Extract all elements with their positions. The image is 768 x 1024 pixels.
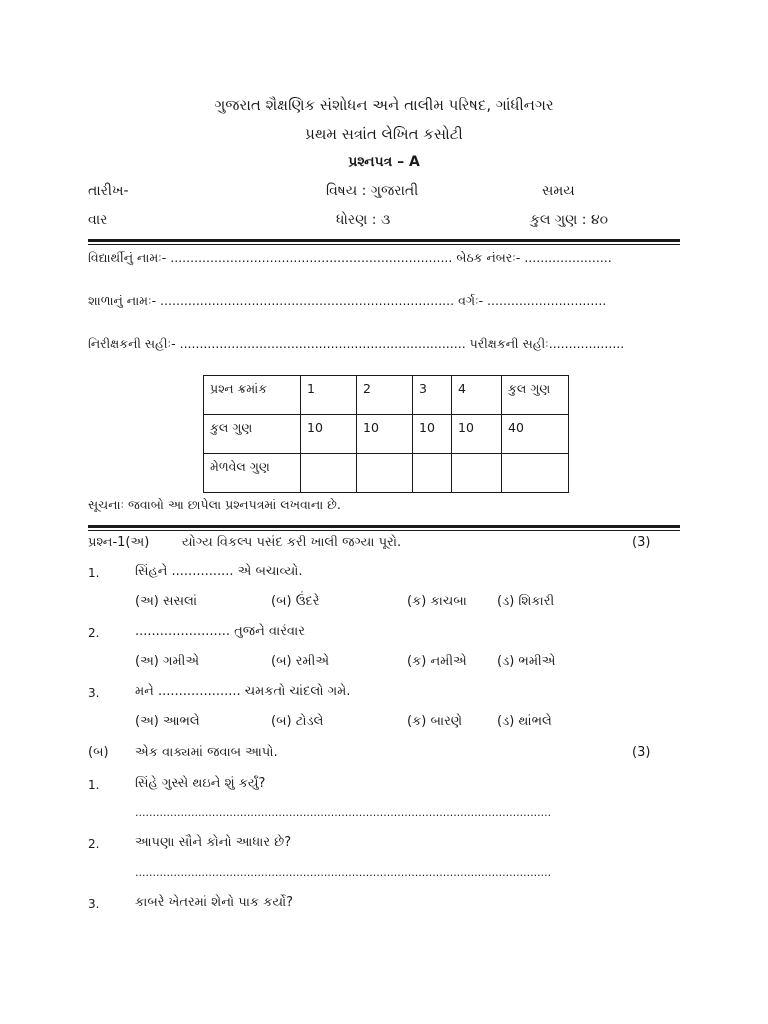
paper-label: પ્રશ્નપત્ર – A (348, 154, 420, 170)
question-number: 2. (88, 837, 100, 851)
table-cell: મેળવેલ ગુણ (204, 454, 301, 493)
table-row (204, 376, 569, 415)
section-a-title: યોગ્ય વિકલ્પ પસંદ કરી ખાલી જગ્યા પૂરો. (182, 535, 402, 550)
table-cell (502, 454, 569, 493)
table-cell (357, 454, 413, 493)
total-marks-label: કુલ ગુણ : ૪૦ (530, 212, 609, 228)
table-cell: કુલ ગુણ (502, 376, 569, 415)
option-a: (અ) સસલાં (135, 594, 198, 609)
table-cell: પ્રશ્ન ક્રમાંક (204, 376, 301, 415)
question-number: 1. (88, 778, 100, 792)
table-row (204, 454, 569, 493)
option-a: (અ) આભલે (135, 714, 200, 729)
exam-title: પ્રથમ સત્રાંત લેખિત કસોટી (305, 125, 463, 143)
question-text: સિંહે ગુસ્સે થઇને શું કર્યું? (135, 776, 266, 791)
option-d: (ડ) શિકારી (497, 594, 555, 609)
section-b-label: (બ) (88, 745, 109, 760)
section-a-label: પ્રશ્ન-1(અ) (88, 535, 150, 550)
section-b-marks: (3) (632, 745, 651, 760)
table-cell: 1 (301, 376, 357, 415)
question-number: 3. (88, 686, 100, 700)
table-cell: કુલ ગુણ (204, 415, 301, 454)
instruction-text: સૂચનાઃ જવાબો આ છાપેલા પ્રશ્નપત્રમાં લખવાના છે. (88, 497, 341, 512)
table-cell (301, 454, 357, 493)
marks-table (203, 375, 569, 493)
section-divider-thin (88, 530, 680, 531)
section-a-marks: (3) (632, 535, 651, 550)
student-name-field: વિદ્યાર્થીનું નામઃ- ....................................................................... બેઠક નંબરઃ- ...................... (88, 250, 612, 265)
option-b: (બ) ઉંદરે (271, 594, 320, 609)
signatures-field: નિરીક્ષકની સહીઃ- ........................................................................ પરીક્ષકની સહીઃ................... (88, 336, 625, 351)
question-text: આપણા સૌને કોનો આધાર છે? (135, 835, 292, 850)
question-text: મને .................... ચમકતો ચાંદલો ગમે. (135, 684, 351, 699)
question-text: કાબરે ખેતરમાં શેનો પાક કર્યો? (135, 895, 294, 910)
table-cell: 10 (452, 415, 502, 454)
answer-line: ....................................................................................................................... (135, 866, 552, 879)
table-cell: 10 (357, 415, 413, 454)
question-number: 3. (88, 897, 100, 911)
question-text: સિંહને ............... એ બચાવ્યો. (135, 564, 303, 579)
time-label: સમય (542, 183, 575, 199)
table-cell (413, 454, 452, 493)
table-cell: 10 (413, 415, 452, 454)
date-label: તારીખ- (88, 183, 129, 199)
subject-label: વિષય : ગુજરાતી (326, 183, 419, 199)
table-cell: 4 (452, 376, 502, 415)
standard-label: ધોરણ : ૩ (336, 212, 391, 228)
table-cell (452, 454, 502, 493)
question-number: 2. (88, 626, 100, 640)
table-cell: 10 (301, 415, 357, 454)
day-label: વાર (88, 212, 108, 228)
header-divider-thin (88, 244, 680, 245)
section-b-title: એક વાક્યમાં જવાબ આપો. (135, 745, 278, 760)
option-c: (ક) બારણે (407, 714, 463, 729)
question-text: ....................... તુજને વારંવાર (135, 624, 305, 639)
table-cell: 2 (357, 376, 413, 415)
section-divider-thick (88, 525, 680, 528)
exam-board-title: ગુજરાત શૈક્ષણિક સંશોધન અને તાલીમ પરિષદ, ગાંધીનગર (214, 96, 554, 114)
table-row (204, 415, 569, 454)
option-d: (ડ) થાંભલે (497, 714, 552, 729)
option-d: (ડ) ભમીએ (497, 654, 556, 669)
table-cell: 3 (413, 376, 452, 415)
question-number: 1. (88, 566, 100, 580)
header-divider-thick (88, 239, 680, 242)
option-c: (ક) કાચબા (407, 594, 467, 609)
option-c: (ક) નમીએ (407, 654, 467, 669)
option-b: (બ) ટોડલે (271, 714, 324, 729)
answer-line: ....................................................................................................................... (135, 806, 552, 819)
option-b: (બ) રમીએ (271, 654, 330, 669)
option-a: (અ) ગમીએ (135, 654, 200, 669)
school-name-field: શાળાનું નામઃ- .......................................................................... વર્ગઃ- .............................. (88, 293, 607, 308)
table-cell: 40 (502, 415, 569, 454)
